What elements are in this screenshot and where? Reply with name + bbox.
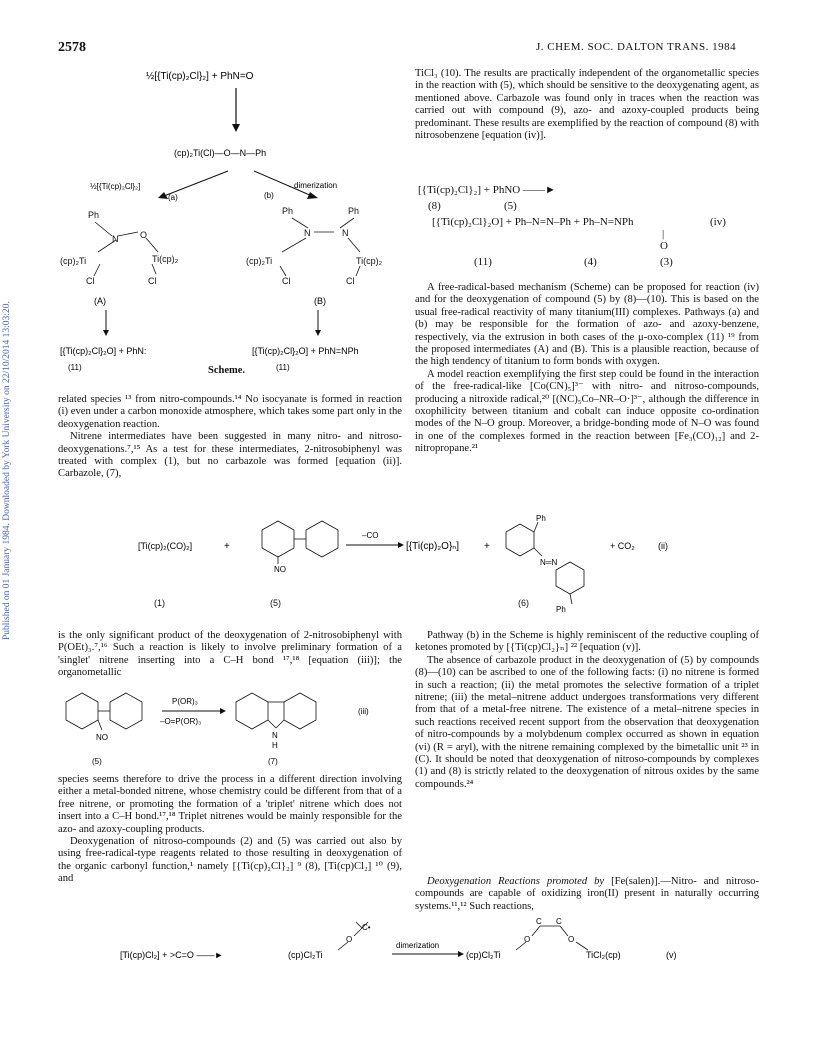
eq-v-intermediate: (cp)Cl₂Ti xyxy=(288,950,323,960)
svg-text:Ph: Ph xyxy=(348,206,360,216)
eq-iv-num8: (8) xyxy=(428,200,441,212)
sidebar-note[interactable]: Published on 01 January 1984. Downloaded by York University on 22/10/2014 13:03:20. xyxy=(2,301,12,640)
scheme-product-b: [{Ti(cp)₂Cl}₂O] + PhN=NPh xyxy=(252,346,359,356)
paragraph: Nitrene intermediates have been suggested in many nitro- and nitroso-deoxygenations.⁷,¹⁵ As a test for these intermediates, 2-nitrosobiphenyl was treated with complex (1), but no carbazole was formed [equation (ii)]. Carbazole, (7), xyxy=(58,431,402,480)
eq-v-o2: O xyxy=(524,935,531,944)
svg-text:(cp)₂Ti: (cp)₂Ti xyxy=(246,256,273,266)
eq-iv-line1: [{Ti(cp)₂Cl}₂] + PhNO ——► xyxy=(418,184,556,196)
equation-iv xyxy=(418,184,758,280)
structure-b xyxy=(280,218,360,276)
left-column-text-3 xyxy=(58,774,402,886)
eq-iii-arrowhead xyxy=(220,708,226,714)
scheme-arrowhead-down-b xyxy=(315,330,321,336)
scheme-compound-b: (B) xyxy=(314,296,326,306)
svg-text:N: N xyxy=(112,234,119,244)
scheme-figure xyxy=(60,56,410,376)
svg-text:N: N xyxy=(342,228,349,238)
scheme-caption: Scheme. xyxy=(208,365,246,376)
eq-iii-h-label: H xyxy=(272,741,278,750)
svg-text:Ph: Ph xyxy=(88,210,100,220)
eq-ii-nitrosobiphenyl xyxy=(262,521,338,564)
eq-v-c1: C• xyxy=(362,923,371,932)
structure-a xyxy=(94,222,158,276)
eq-iv-bond: | xyxy=(662,228,665,240)
eq-ii-num6: (6) xyxy=(518,598,529,608)
paragraph: A model reaction exemplifying the first step could be found in the interaction of the free-radical-like [Co(CN)₅]³⁻ with nitro- and nitroso-compounds, producing a nitroxide radical,²⁰ [(NC)₅Co–NR–O·]³⁻, although the difference in oxophilicity between titanium and cobalt can induce opposite co-ordination modes of the N–O group. Moreover, a bridge-bonding mode of N–O was found in one of the complexes formed in the reaction between [Fe₃(CO)₁₂] and 2-nitropropane.²¹ xyxy=(415,368,759,455)
right-column-text-4 xyxy=(415,876,759,913)
page-number: 2578 xyxy=(58,40,86,55)
eq-v-o1: O xyxy=(346,935,353,944)
eq-iv-tag: (iv) xyxy=(710,216,726,228)
svg-text:O: O xyxy=(140,230,148,240)
paragraph: related species ¹³ from nitro-compounds.¹⁴ No isocyanate is formed in reaction (i) even under a carbon monoxide atmosphere, which takes some part only in the deoxygenation reaction. xyxy=(58,394,402,430)
eq-iii-arrow-bottom: –O=P(OR)₃ xyxy=(160,717,202,726)
journal-header: J. CHEM. SOC. DALTON TRANS. 1984 xyxy=(536,41,737,53)
svg-text:Ph: Ph xyxy=(282,206,294,216)
scheme-arrowhead-1 xyxy=(232,124,240,132)
eq-v-c2: C xyxy=(536,917,542,926)
paragraph: Deoxygenation of nitroso-compounds (2) and (5) was carried out also by using free-radical-type reagents related to those resulting in deoxygenation of the organic carbonyl function,¹ namely [{Ti(cp)₂Cl}₂] ⁹ (8), [Ti(cp)Cl₂] ¹⁰ (9), and xyxy=(58,836,402,885)
eq-iii-no-label: NO xyxy=(96,733,108,742)
scheme-product-b-num: (11) xyxy=(276,363,290,372)
svg-text:Cl: Cl xyxy=(346,276,355,286)
paragraph: species seems therefore to drive the process in a different direction involving either a metal-bonded nitrene, whose chemistry could be different from that of a free nitrene, or promoting the formation of a 'triplet' nitrene which does not insert into a C–H bond.¹⁷,¹⁸ Triplet nitrenes would be mainly responsible for the azo- and azoxy-coupling products. xyxy=(58,774,402,835)
eq-v-c3: C xyxy=(556,917,562,926)
scheme-intermediate: (cp)₂Ti(Cl)—O—N—Ph xyxy=(174,148,267,158)
section-heading-reagent: [Fe(salen)]. xyxy=(611,876,661,887)
svg-text:Ti(cp)₂: Ti(cp)₂ xyxy=(356,256,383,266)
eq-iv-num11: (11) xyxy=(474,256,492,268)
right-column-text-2 xyxy=(415,282,759,456)
scheme-branch-a-reagent: ½[{Ti(cp)₂Cl}₂] xyxy=(90,182,141,191)
eq-iii-num7: (7) xyxy=(268,757,278,766)
eq-ii-product1: [{Ti(cp)₂O}ₙ] xyxy=(406,541,460,552)
left-column-text-1 xyxy=(58,394,402,481)
eq-ii-num1: (1) xyxy=(154,598,165,608)
scheme-compound-a: (A) xyxy=(94,296,106,306)
eq-iii-nitrosobiphenyl xyxy=(66,693,142,730)
eq-iii-arrow-top: P(OR)₃ xyxy=(172,697,198,706)
equation-v xyxy=(110,912,750,976)
svg-text:Cl: Cl xyxy=(282,276,291,286)
eq-ii-reagent1: [Ti(cp)₂(CO)₂] xyxy=(138,541,193,551)
eq-iv-oxide: O xyxy=(660,240,668,252)
eq-ii-ph-label: Ph xyxy=(536,514,546,523)
eq-v-arrowhead xyxy=(458,951,464,957)
equation-iii xyxy=(58,680,402,776)
structure-a-labels xyxy=(60,210,179,286)
eq-ii-plus: + xyxy=(224,541,230,552)
equation-ii xyxy=(110,512,750,612)
scheme-arrowhead-b xyxy=(307,192,318,199)
paragraph: is the only significant product of the deoxygenation of 2-nitrosobiphenyl with P(OEt)₃.⁷,¹⁶ Such a reaction is likely to involve preliminary formation of a 'singlet' nitrene inserting into a C–H bond ¹⁷,¹⁸ [equation (iii)]; the organometallic xyxy=(58,630,402,679)
left-column-text-2 xyxy=(58,630,402,680)
svg-text:Cl: Cl xyxy=(86,276,95,286)
paragraph: Pathway (b) in the Scheme is highly reminiscent of the reductive coupling of ketones promoted by [{Ti(cp)Cl₂}ₙ] ²² [equation (v)]. xyxy=(415,630,759,654)
svg-text:Ti(cp)₂: Ti(cp)₂ xyxy=(152,254,179,264)
right-column-text-1 xyxy=(415,68,759,142)
scheme-top-reagents: ½[{Ti(cp)₂Cl}₂] + PhN=O xyxy=(146,71,254,82)
paragraph: TiCl₃ (10). The results are practically independent of the organometallic species in the reaction with (5), which should be sensitive to the deoxygenating agent, as mentioned above. Carbazole was found only in traces when the reaction was carried out with compound (9), azo- and azoxy-coupled products being predominant. These results are exemplified by the reaction of compound (8) with nitrosobenzene [equation (iv)]. xyxy=(415,68,759,142)
svg-text:Cl: Cl xyxy=(148,276,157,286)
eq-iv-num3: (3) xyxy=(660,256,673,268)
paragraph: The absence of carbazole product in the deoxygenation of (5) by compounds (8)—(10) can be ascribed to one of the following facts: (i) no nitrene is formed in such a reaction; (ii) the metal promotes the selective formation of a triplet nitrene; (iii) the metal–nitrene adduct undergoes transformations very different from that of a metal-free nitrene. The existence of a metal–nitrene species in such reactions received recent support from the observation that deoxygenation of nitro-compounds by a molybdenum complex occurred as shown in equation (vi) (R = aryl), with the nitrene remaining complexed by the bimetallic unit ²³ in (C). It should be noted that deoxygenation of nitroso-compounds by complexes (1) and (8) is strictly related to the deoxygenation of nitrous oxides by the same compounds.²⁴ xyxy=(415,654,759,790)
eq-ii-num5: (5) xyxy=(270,598,281,608)
eq-v-reagent: [Ti(cp)Cl₂] + >C=O ——► xyxy=(120,950,224,960)
eq-ii-plus2: + xyxy=(484,541,490,552)
eq-ii-no-label: NO xyxy=(274,565,286,574)
eq-v-product-right: TiCl₂(cp) xyxy=(586,950,621,960)
paragraph: A free-radical-based mechanism (Scheme) can be proposed for reaction (iv) and for the deoxygenation of compound (5) by (8)—(10). This is based on the usual free-radical reactivity of many titanium(III) complexes. Pathways (a) and (b) may be responsible for the formation of azo- and azoxy-benzene, respectively, via the extrusion in both cases of the μ-oxo-complex (11) ¹⁹ from the proposed intermediates (A) and (B). This is a plausible reaction, because of the high tendency of titanium to form bonds with oxygen. xyxy=(415,282,759,368)
eq-v-product-left: (cp)Cl₂Ti xyxy=(466,950,501,960)
eq-iii-carbazole xyxy=(236,693,316,729)
eq-iii-num5: (5) xyxy=(92,757,102,766)
eq-v-tag: (v) xyxy=(666,950,677,960)
scheme-product-a-num: (11) xyxy=(68,363,82,372)
svg-text:(cp)₂Ti: (cp)₂Ti xyxy=(60,256,87,266)
eq-ii-tag: (ii) xyxy=(658,541,668,551)
section-heading: Deoxygenation Reactions promoted by xyxy=(427,876,605,887)
eq-ii-ph2-label: Ph xyxy=(556,605,566,612)
eq-iv-line2: [{Ti(cp)₂Cl}₂O] + Ph–N=N–Ph + Ph–N=NPh xyxy=(432,216,634,228)
scheme-arrowhead-down-a xyxy=(103,330,109,336)
eq-iv-num5: (5) xyxy=(504,200,517,212)
eq-ii-co2: + CO₂ xyxy=(610,541,635,551)
scheme-product-a: [{Ti(cp)₂Cl}₂O] + PhN: xyxy=(60,346,147,356)
eq-v-arrow-label: dimerization xyxy=(396,941,440,950)
svg-text:N: N xyxy=(304,228,311,238)
publication-sidebar xyxy=(2,120,16,640)
scheme-branch-a-label: (a) xyxy=(168,193,178,202)
scheme-branch-b-reagent: dimerization xyxy=(294,181,338,190)
eq-iii-tag: (iii) xyxy=(358,707,369,716)
eq-iii-nh-label: N xyxy=(272,731,278,740)
paragraph xyxy=(415,876,759,913)
section-text: —Nitro- and nitroso-compounds are capable of oxidizing iron(II) present in naturally occurring systems.¹¹,¹² Such reactions, xyxy=(415,876,759,912)
eq-ii-arrow-label: –CO xyxy=(362,531,379,540)
eq-v-o3: O xyxy=(568,935,575,944)
structure-b-labels xyxy=(246,206,383,286)
eq-iv-num4: (4) xyxy=(584,256,597,268)
eq-ii-arrowhead xyxy=(398,542,404,548)
right-column-text-3 xyxy=(415,630,759,791)
eq-ii-azo-label: N═N xyxy=(540,558,558,567)
scheme-branch-b-label: (b) xyxy=(264,191,274,200)
